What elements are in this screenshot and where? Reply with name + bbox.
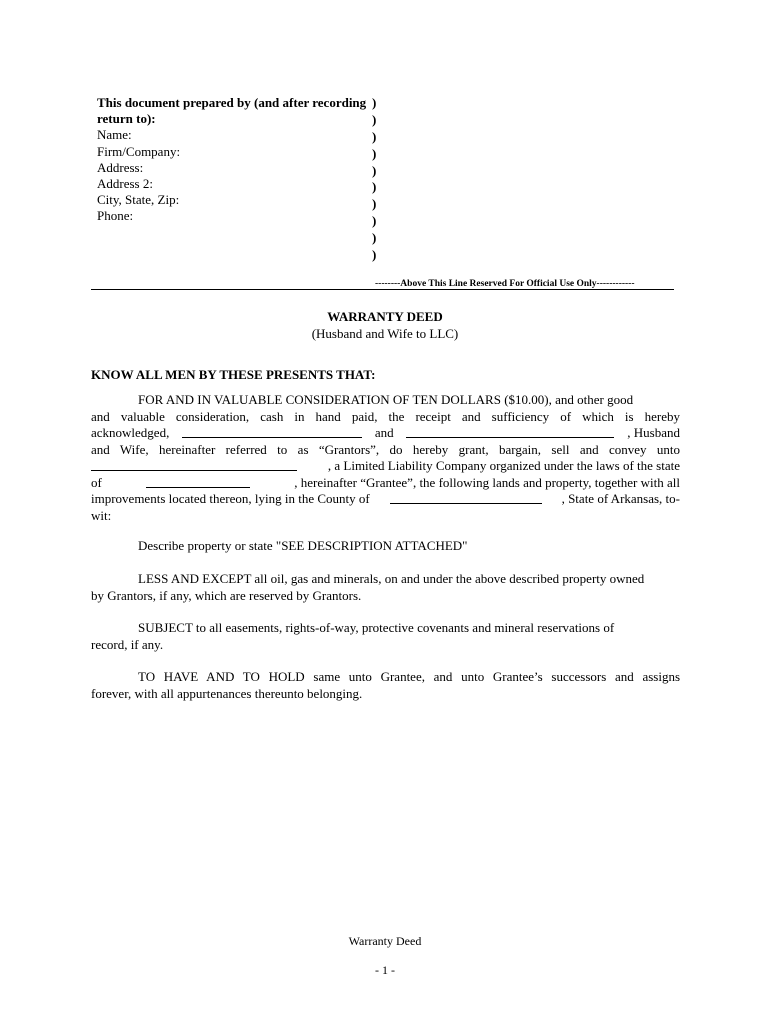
llc-clause: , a Limited Liability Company organized under the laws of the state [327, 458, 680, 473]
bracket-mark: ) [372, 111, 377, 127]
acknowledged-label: acknowledged, [91, 425, 170, 440]
document-title: WARRANTY DEED [327, 309, 443, 324]
address-label: Address: [97, 159, 144, 175]
habendum-line-2: forever, with all appurtenances thereunto belonging. [91, 685, 363, 701]
subject-to-paragraph [91, 620, 680, 653]
document-subtitle: (Husband and Wife to LLC) [311, 326, 459, 341]
know-all-heading: KNOW ALL MEN BY THESE PRESENTS THAT: [91, 367, 376, 382]
preparer-block [97, 95, 367, 225]
improvements-clause: improvements located thereon, lying in the County of [91, 491, 370, 506]
subject-to-line-2: record, if any. [91, 636, 164, 652]
phone-label: Phone: [97, 208, 134, 224]
city-state-zip-label: City, State, Zip: [97, 192, 180, 208]
bracket-mark: ) [372, 128, 377, 144]
horizontal-rule [91, 289, 674, 290]
habendum-line-1-text: TO HAVE AND TO HOLD same unto Grantee, and unto Grantee’s successors and assigns [138, 669, 680, 684]
reserved-line-text: --------Above This Line Reserved For Official Use Only------------ [375, 279, 635, 289]
consideration-line-7 [91, 491, 680, 508]
consideration-line-1: FOR AND IN VALUABLE CONSIDERATION OF TEN DOLLARS ($10.00), and other good [138, 392, 634, 407]
bracket-mark: ) [372, 179, 377, 195]
and-label: and [374, 425, 394, 440]
consideration-paragraph [91, 392, 680, 524]
habendum-line-1 [91, 669, 680, 686]
describe-property-text: Describe property or state "SEE DESCRIPTION ATTACHED" [138, 538, 468, 553]
habendum-paragraph [91, 669, 680, 702]
bracket-mark: ) [372, 196, 377, 212]
name-label: Name: [97, 127, 132, 143]
footer-document-title: Warranty Deed [348, 934, 422, 948]
bracket-mark: ) [372, 213, 377, 229]
consideration-line-2 [91, 409, 680, 426]
bracket-mark: ) [372, 230, 377, 246]
state-of-arkansas-clause: , State of Arkansas, to- [561, 491, 680, 506]
consideration-line-6 [91, 475, 680, 492]
husband-label: , Husband [627, 425, 680, 440]
consideration-line-4 [91, 442, 680, 459]
consideration-line-8: wit: [91, 507, 112, 523]
consideration-line-5 [91, 458, 680, 475]
grantor-husband-blank[interactable] [182, 425, 362, 438]
bracket-mark: ) [372, 162, 377, 178]
preparer-heading-line1: This document prepared by (and after recording [97, 95, 367, 110]
firm-label: Firm/Company: [97, 143, 181, 159]
preparer-heading-line2: return to): [97, 111, 156, 127]
describe-property-paragraph [91, 538, 680, 555]
less-except-line-2: by Grantors, if any, which are reserved by Grantors. [91, 587, 362, 603]
less-except-line-1: LESS AND EXCEPT all oil, gas and minerals, on and under the above described property owned [138, 571, 645, 586]
grantor-wife-blank[interactable] [406, 425, 614, 438]
consideration-line-4-text: and Wife, hereinafter referred to as “Grantors”, do hereby grant, bargain, sell and convey unto [91, 441, 680, 457]
bracket-mark: ) [372, 247, 377, 263]
county-blank[interactable] [390, 491, 542, 504]
consideration-line-3 [91, 425, 680, 442]
grantee-name-blank[interactable] [91, 458, 297, 471]
bracket-column [372, 95, 384, 264]
of-label: of [91, 474, 102, 490]
bracket-mark: ) [372, 145, 377, 161]
subject-to-line-1: SUBJECT to all easements, rights-of-way, protective covenants and mineral reservations of [138, 620, 615, 635]
grantee-clause: , hereinafter “Grantee”, the following lands and property, together with all [294, 474, 680, 490]
address2-label: Address 2: [97, 175, 153, 191]
page-number: - 1 - [375, 963, 395, 977]
less-except-paragraph [91, 571, 680, 604]
state-blank[interactable] [146, 475, 250, 488]
bracket-mark: ) [372, 95, 377, 110]
consideration-line-2-text: and valuable consideration, cash in hand paid, the receipt and sufficiency of which is hereby [91, 408, 680, 424]
